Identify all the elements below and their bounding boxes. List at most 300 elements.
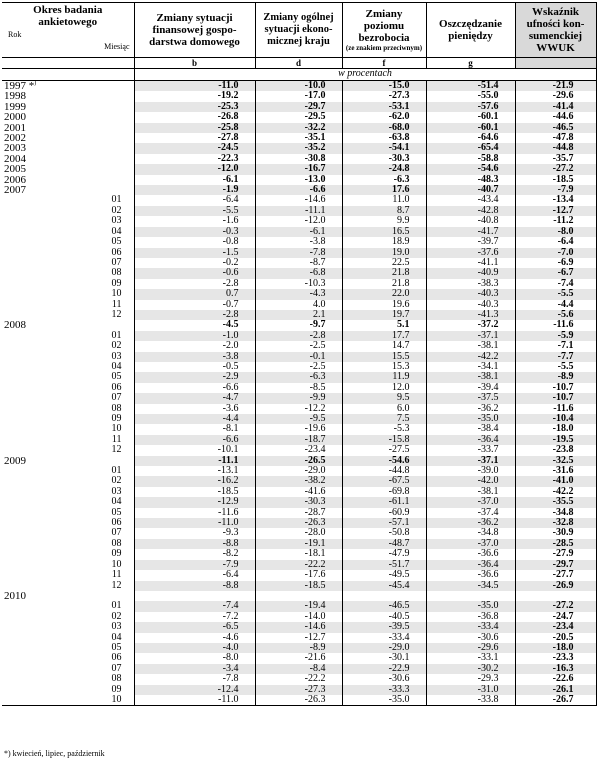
month-row xyxy=(2,310,596,320)
month-label: 10 xyxy=(2,695,134,706)
year-row xyxy=(2,456,596,466)
month-label: 06 xyxy=(111,517,122,529)
cell-f: -62.0 xyxy=(342,112,426,122)
month-label: 10 xyxy=(111,288,122,300)
month-row xyxy=(2,414,596,424)
cell-d: -13.0 xyxy=(255,175,342,185)
year-row xyxy=(2,91,596,101)
cell-b: -13.1 xyxy=(134,466,255,476)
cell-g: -65.4 xyxy=(426,143,515,153)
cell-f: -69.8 xyxy=(342,487,426,497)
month-label: 07 xyxy=(111,392,122,404)
cell-g: -36.6 xyxy=(426,549,515,559)
year-text: 1997 * xyxy=(4,80,35,92)
cell-d: -16.7 xyxy=(255,164,342,174)
cell-f: -30.3 xyxy=(342,154,426,164)
letter-g: g xyxy=(426,58,515,69)
cell-f: -24.8 xyxy=(342,164,426,174)
cell-g: -37.5 xyxy=(426,393,515,403)
cell-b: -11.0 xyxy=(134,518,255,528)
rok-label: Rok xyxy=(8,30,22,39)
cell-g: -34.8 xyxy=(426,528,515,538)
cell-b: -7.9 xyxy=(134,560,255,570)
month-label: 10 xyxy=(111,423,122,435)
cell-d: -41.6 xyxy=(255,487,342,497)
col-b-header: Zmiany sytuacji finansowej gospo-darstwa domowego xyxy=(134,3,255,58)
cell-d: -4.3 xyxy=(255,289,342,299)
cell-f: -30.6 xyxy=(342,674,426,684)
cell-g: -33.4 xyxy=(426,622,515,632)
cell-g: -48.3 xyxy=(426,175,515,185)
cell-b: -8.2 xyxy=(134,549,255,559)
cell-d: -10.3 xyxy=(255,279,342,289)
month-row xyxy=(2,539,596,549)
cell-g: -41.7 xyxy=(426,227,515,237)
cell-wwuk: -11.2 xyxy=(515,216,596,226)
cell-d: -27.3 xyxy=(255,685,342,695)
month-row xyxy=(2,206,596,216)
cell-f: -22.9 xyxy=(342,664,426,674)
cell-f: 6.0 xyxy=(342,404,426,414)
month-row xyxy=(2,508,596,518)
cell-b: -6.4 xyxy=(134,195,255,205)
cell-b: -1.9 xyxy=(134,185,255,195)
cell-g: -37.1 xyxy=(426,456,515,466)
cell-f: 19.6 xyxy=(342,300,426,310)
cell-wwuk: -29.6 xyxy=(515,91,596,101)
cell-f: -61.1 xyxy=(342,497,426,507)
cell-wwuk: -16.3 xyxy=(515,664,596,674)
month-label: 07 xyxy=(111,662,122,674)
month-row xyxy=(2,258,596,268)
month-row xyxy=(2,237,596,247)
cell-b: -6.5 xyxy=(134,622,255,632)
month-label: 04 xyxy=(111,225,122,237)
cell-f: -33.3 xyxy=(342,685,426,695)
cell-g: -38.1 xyxy=(426,341,515,351)
month-row xyxy=(2,268,596,278)
cell-b: -4.5 xyxy=(134,320,255,330)
cell-b: -0.5 xyxy=(134,362,255,372)
cell-wwuk: -42.2 xyxy=(515,487,596,497)
cell-g: -35.0 xyxy=(426,414,515,424)
cell-b: -4.6 xyxy=(134,633,255,643)
cell-b: -27.8 xyxy=(134,133,255,143)
cell-d: -19.6 xyxy=(255,424,342,434)
month-row xyxy=(2,341,596,351)
month-row xyxy=(2,445,596,455)
cell-d: -6.1 xyxy=(255,227,342,237)
cell-b: -0.6 xyxy=(134,268,255,278)
cell-d: -29.0 xyxy=(255,466,342,476)
cell-wwuk: -41.0 xyxy=(515,476,596,486)
month-label: 10 xyxy=(111,558,122,570)
cell-d: -26.5 xyxy=(255,456,342,466)
cell-b: -25.3 xyxy=(134,102,255,112)
cell-wwuk: -12.7 xyxy=(515,206,596,216)
cell-b: -2.8 xyxy=(134,310,255,320)
cell-b: -1.0 xyxy=(134,331,255,341)
month-row xyxy=(2,674,596,684)
cell-wwuk: -5.6 xyxy=(515,310,596,320)
month-row xyxy=(2,352,596,362)
year-label: 2005 xyxy=(4,163,26,176)
cell-f: -68.0 xyxy=(342,123,426,133)
year-row xyxy=(2,185,596,195)
cell-wwuk: -11.6 xyxy=(515,320,596,330)
cell-b: -3.4 xyxy=(134,664,255,674)
cell-wwuk: -19.5 xyxy=(515,435,596,445)
cell-b: -22.3 xyxy=(134,154,255,164)
cell-g: -58.8 xyxy=(426,154,515,164)
cell-g: -43.4 xyxy=(426,195,515,205)
cell-d: -9.5 xyxy=(255,414,342,424)
cell-f: 14.7 xyxy=(342,341,426,351)
year-row xyxy=(2,164,596,174)
year-label: 2000 xyxy=(4,111,26,124)
cell-g: -39.7 xyxy=(426,237,515,247)
cell-b: -6.6 xyxy=(134,435,255,445)
cell-d: -14.0 xyxy=(255,612,342,622)
cell-wwuk: -47.8 xyxy=(515,133,596,143)
month-label: 01 xyxy=(111,465,122,477)
cell-b: -11.0 xyxy=(134,695,255,706)
cell-wwuk: -10.4 xyxy=(515,414,596,424)
cell-f: -51.7 xyxy=(342,560,426,570)
cell-wwuk: -20.5 xyxy=(515,633,596,643)
month-label: 05 xyxy=(111,641,122,653)
month-label: 08 xyxy=(111,402,122,414)
month-label: 12 xyxy=(111,444,122,456)
cell-d: -12.7 xyxy=(255,633,342,643)
cell-g: -36.2 xyxy=(426,404,515,414)
cell-d: -19.4 xyxy=(255,601,342,611)
cell-wwuk: -5.5 xyxy=(515,289,596,299)
year-label: 2010 xyxy=(4,589,26,602)
cell-wwuk: -27.2 xyxy=(515,601,596,611)
cell-g: -33.1 xyxy=(426,653,515,663)
cell-g: -60.1 xyxy=(426,112,515,122)
cell-b: -2.0 xyxy=(134,341,255,351)
cell-g: -33.7 xyxy=(426,445,515,455)
year-label: 2009 xyxy=(4,454,26,467)
cell-g: -42.2 xyxy=(426,352,515,362)
cell-b: -7.8 xyxy=(134,674,255,684)
cell-wwuk: -30.9 xyxy=(515,528,596,538)
cell-f: 18.9 xyxy=(342,237,426,247)
month-label: 08 xyxy=(111,537,122,549)
month-label: 06 xyxy=(111,381,122,393)
cell-g: -34.1 xyxy=(426,362,515,372)
footnote: *) kwiecień, lipiec, październik xyxy=(4,749,105,758)
cell-d: -6.3 xyxy=(255,372,342,382)
cell-d: -11.1 xyxy=(255,206,342,216)
cell-g: -39.0 xyxy=(426,466,515,476)
cell-f: 16.5 xyxy=(342,227,426,237)
cell-f: -50.8 xyxy=(342,528,426,538)
month-row xyxy=(2,404,596,414)
cell-b: -1.6 xyxy=(134,216,255,226)
cell-g: -36.8 xyxy=(426,612,515,622)
month-label: 04 xyxy=(111,360,122,372)
cell-g: -55.0 xyxy=(426,91,515,101)
cell-d: -8.7 xyxy=(255,258,342,268)
month-label: 07 xyxy=(111,527,122,539)
cell-d: -2.5 xyxy=(255,341,342,351)
year-label: 2006 xyxy=(4,173,26,186)
cell-g: -36.2 xyxy=(426,518,515,528)
cell-g: -34.5 xyxy=(426,581,515,591)
cell-g: -30.2 xyxy=(426,664,515,674)
month-label: 02 xyxy=(111,204,122,216)
month-row xyxy=(2,248,596,258)
cell-wwuk: -18.5 xyxy=(515,175,596,185)
cell-wwuk: -23.3 xyxy=(515,653,596,663)
month-row xyxy=(2,424,596,434)
cell-g: -31.0 xyxy=(426,685,515,695)
cell-wwuk: -27.7 xyxy=(515,570,596,580)
month-label: 02 xyxy=(111,610,122,622)
cell-g: -37.2 xyxy=(426,320,515,330)
cell-d: -14.6 xyxy=(255,622,342,632)
cell-g: -42.0 xyxy=(426,476,515,486)
col-f-header xyxy=(342,3,426,58)
month-row xyxy=(2,695,596,706)
cell-wwuk: -7.0 xyxy=(515,248,596,258)
cell-g: -40.3 xyxy=(426,289,515,299)
cell-wwuk: -10.7 xyxy=(515,383,596,393)
month-row xyxy=(2,435,596,445)
cell-wwuk: -10.7 xyxy=(515,393,596,403)
cell-d: -9.9 xyxy=(255,393,342,403)
cell-b: -9.3 xyxy=(134,528,255,538)
cell-d: -29.5 xyxy=(255,112,342,122)
month-row xyxy=(2,227,596,237)
cell-wwuk: -6.9 xyxy=(515,258,596,268)
cell-wwuk: -26.1 xyxy=(515,685,596,695)
cell-f: -67.5 xyxy=(342,476,426,486)
year-row xyxy=(2,112,596,122)
year-label: 2002 xyxy=(4,132,26,145)
cell-f: 15.5 xyxy=(342,352,426,362)
month-row xyxy=(2,633,596,643)
year-row xyxy=(2,154,596,164)
cell-f: -47.9 xyxy=(342,549,426,559)
cell-wwuk: -22.6 xyxy=(515,674,596,684)
cell-d: -30.8 xyxy=(255,154,342,164)
miesiac-label: Miesiąc xyxy=(104,42,130,51)
month-row xyxy=(2,383,596,393)
cell-d: -12.2 xyxy=(255,404,342,414)
cell-g: -40.3 xyxy=(426,300,515,310)
cell-f: -27.5 xyxy=(342,445,426,455)
month-label: 06 xyxy=(111,652,122,664)
month-row xyxy=(2,279,596,289)
cell-wwuk: -44.8 xyxy=(515,143,596,153)
cell-f: 5.1 xyxy=(342,320,426,330)
cell-g: -40.7 xyxy=(426,185,515,195)
year-row xyxy=(2,591,596,601)
month-row xyxy=(2,216,596,226)
cell-wwuk: -7.1 xyxy=(515,341,596,351)
cell-wwuk: -24.7 xyxy=(515,612,596,622)
cell-f: 19.0 xyxy=(342,248,426,258)
cell-d: -26.3 xyxy=(255,695,342,706)
cell-f: -63.8 xyxy=(342,133,426,143)
cell-d: -35.1 xyxy=(255,133,342,143)
cell-f: -5.3 xyxy=(342,424,426,434)
cell-wwuk: -26.9 xyxy=(515,581,596,591)
month-row xyxy=(2,518,596,528)
month-label: 08 xyxy=(111,267,122,279)
cell-g: -37.1 xyxy=(426,331,515,341)
year-row xyxy=(2,102,596,112)
cell-wwuk: -5.9 xyxy=(515,331,596,341)
cell-b: -18.5 xyxy=(134,487,255,497)
cell-g: -40.9 xyxy=(426,268,515,278)
cell-d: -2.8 xyxy=(255,331,342,341)
cell-f: 22.0 xyxy=(342,289,426,299)
cell-d: -26.3 xyxy=(255,518,342,528)
cell-b: -26.8 xyxy=(134,112,255,122)
month-row xyxy=(2,372,596,382)
month-row xyxy=(2,560,596,570)
cell-b: -24.5 xyxy=(134,143,255,153)
cell-d: -8.5 xyxy=(255,383,342,393)
cell-d: -23.4 xyxy=(255,445,342,455)
cell-g: -38.1 xyxy=(426,487,515,497)
cell-d: -2.5 xyxy=(255,362,342,372)
cell-d: -14.6 xyxy=(255,195,342,205)
cell-b: -2.8 xyxy=(134,279,255,289)
period-line1: Okres badania xyxy=(33,4,103,16)
month-label: 02 xyxy=(111,340,122,352)
cell-d: -6.6 xyxy=(255,185,342,195)
month-row xyxy=(2,487,596,497)
cell-b: -0.8 xyxy=(134,237,255,247)
month-row xyxy=(2,393,596,403)
cell-wwuk: -11.6 xyxy=(515,404,596,414)
month-row xyxy=(2,476,596,486)
year-row xyxy=(2,175,596,185)
cell-b: -3.8 xyxy=(134,352,255,362)
period-line2: ankietowego xyxy=(38,16,98,28)
cell-d: -7.8 xyxy=(255,248,342,258)
year-row xyxy=(2,123,596,133)
cell-f: -40.5 xyxy=(342,612,426,622)
cell-b: -12.9 xyxy=(134,497,255,507)
month-row xyxy=(2,549,596,559)
cell-wwuk: -31.6 xyxy=(515,466,596,476)
cell-f: 11.9 xyxy=(342,372,426,382)
year-label: 1998 xyxy=(4,90,26,103)
cell-wwuk: -21.9 xyxy=(515,81,596,92)
cell-d: -35.2 xyxy=(255,143,342,153)
cell-d: -22.2 xyxy=(255,560,342,570)
month-label: 12 xyxy=(111,308,122,320)
letter-wwuk xyxy=(515,58,596,69)
month-row xyxy=(2,331,596,341)
cell-b: -0.7 xyxy=(134,300,255,310)
footnote-marker: ) xyxy=(34,80,37,87)
letter-d: d xyxy=(255,58,342,69)
cell-g: -42.8 xyxy=(426,206,515,216)
cell-f: -35.0 xyxy=(342,695,426,706)
cell-f: -48.7 xyxy=(342,539,426,549)
month-row xyxy=(2,685,596,695)
cell-wwuk: -32.5 xyxy=(515,456,596,466)
cell-g: -38.4 xyxy=(426,424,515,434)
cell-f: -45.4 xyxy=(342,581,426,591)
letter-f: f xyxy=(342,58,426,69)
cell-b: -11.1 xyxy=(134,456,255,466)
month-label: 03 xyxy=(111,215,122,227)
cell-f: -29.0 xyxy=(342,643,426,653)
cell-d: -18.7 xyxy=(255,435,342,445)
unit-blank xyxy=(2,69,134,81)
cell-wwuk: -35.7 xyxy=(515,154,596,164)
cell-f xyxy=(342,591,426,601)
year-label: 2003 xyxy=(4,142,26,155)
col-f-main: Zmiany poziomu bezrobocia xyxy=(358,8,410,44)
cell-b: -12.0 xyxy=(134,164,255,174)
cell-wwuk: -6.4 xyxy=(515,237,596,247)
cell-g: -37.4 xyxy=(426,508,515,518)
cell-wwuk: -7.9 xyxy=(515,185,596,195)
cell-d: -8.4 xyxy=(255,664,342,674)
cell-wwuk: -4.4 xyxy=(515,300,596,310)
year-label: 2001 xyxy=(4,121,26,134)
cell-f: 9.9 xyxy=(342,216,426,226)
cell-b: -7.2 xyxy=(134,612,255,622)
cell-g: -29.6 xyxy=(426,643,515,653)
cell-d: -8.9 xyxy=(255,643,342,653)
month-label: 01 xyxy=(111,329,122,341)
cell-g: -37.0 xyxy=(426,539,515,549)
cell-g: -38.3 xyxy=(426,279,515,289)
cell-d: -9.7 xyxy=(255,320,342,330)
cell-f: -39.5 xyxy=(342,622,426,632)
month-row xyxy=(2,570,596,580)
cell-b: -2.9 xyxy=(134,372,255,382)
cell-d: -30.3 xyxy=(255,497,342,507)
cell-f: -27.3 xyxy=(342,91,426,101)
cell-d: -12.0 xyxy=(255,216,342,226)
cell-b: -8.0 xyxy=(134,653,255,663)
month-label: 04 xyxy=(111,496,122,508)
year-row xyxy=(2,81,596,92)
year-row xyxy=(2,320,596,330)
cell-f: -57.1 xyxy=(342,518,426,528)
month-row xyxy=(2,289,596,299)
month-label: 07 xyxy=(111,256,122,268)
cell-g: -36.4 xyxy=(426,435,515,445)
month-row xyxy=(2,497,596,507)
cell-d: 4.0 xyxy=(255,300,342,310)
month-row xyxy=(2,653,596,663)
month-row xyxy=(2,622,596,632)
month-row xyxy=(2,664,596,674)
month-row xyxy=(2,300,596,310)
cell-d: 2.1 xyxy=(255,310,342,320)
cell-f: 21.8 xyxy=(342,279,426,289)
cell-g: -51.4 xyxy=(426,81,515,92)
cell-g: -60.1 xyxy=(426,123,515,133)
month-label: 12 xyxy=(111,579,122,591)
cell-b: -6.6 xyxy=(134,383,255,393)
cell-b: -0.3 xyxy=(134,227,255,237)
cell-f: 21.8 xyxy=(342,268,426,278)
